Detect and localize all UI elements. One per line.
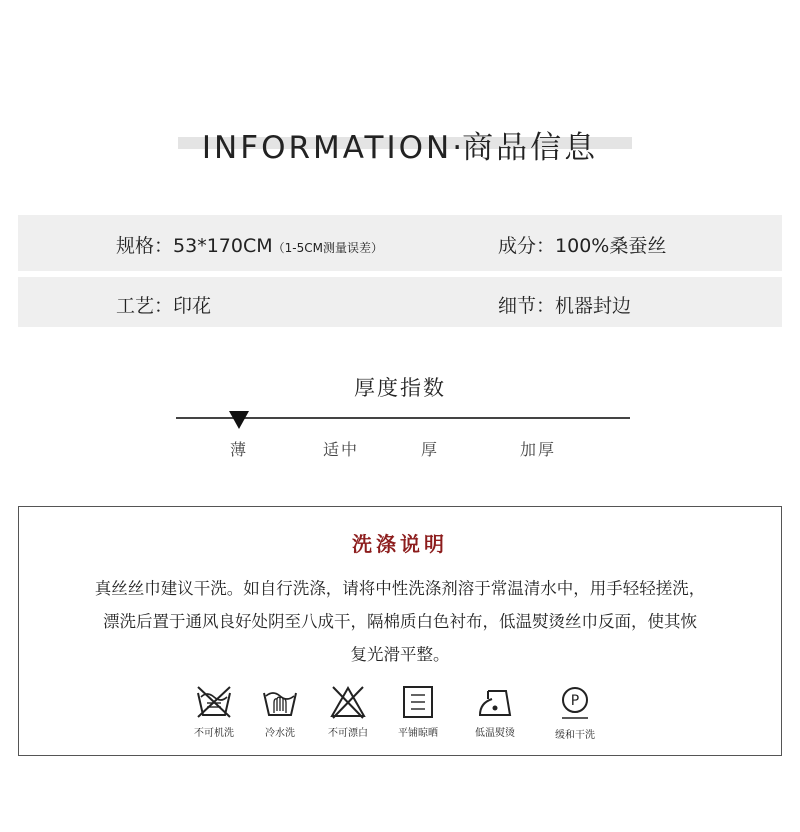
page-title <box>0 122 800 167</box>
care-instructions-box <box>18 506 782 756</box>
spec-detail-value: 机器封边 <box>555 295 632 317</box>
no-bleach-icon <box>329 685 367 719</box>
care-title: 洗涤说明 <box>352 532 448 556</box>
care-item-no-bleach <box>310 685 386 739</box>
dry-flat-icon <box>399 685 437 719</box>
spec-material <box>498 231 666 258</box>
spec-material-label: 成分： <box>498 235 556 257</box>
thickness-level-thick: 厚 <box>421 440 440 459</box>
care-item-no-machine-wash <box>176 685 252 739</box>
care-text-line-1: 真丝丝巾建议干洗。如自行洗涤，请将中性洗涤剂溶于常温清水中，用手轻轻搓洗， <box>94 579 706 598</box>
no-machine-wash-icon <box>195 685 233 719</box>
care-label-no-machine-wash: 不可机洗 <box>194 728 234 739</box>
thickness-level-extra-thick: 加厚 <box>520 440 557 459</box>
spec-size-note: （1-5CM测量误差） <box>272 241 383 255</box>
care-label-gentle-dry-clean: 缓和干洗 <box>555 730 595 741</box>
spec-detail <box>498 291 631 318</box>
spec-detail-label: 细节： <box>498 295 556 317</box>
spec-craft-label: 工艺： <box>116 295 174 317</box>
title-chinese: 商品信息 <box>462 130 599 166</box>
gentle-dry-clean-icon <box>556 685 594 721</box>
care-item-dry-flat <box>380 685 456 739</box>
care-item-cold-wash <box>242 685 318 739</box>
care-text-line-3: 复光滑平整。 <box>350 645 450 664</box>
title-separator: · <box>452 130 463 166</box>
care-text-line-2: 漂洗后置于通风良好处阴至八成干，隔棉质白色衬布，低温熨烫丝巾反面，使其恢 <box>103 612 697 631</box>
care-label-cold-wash: 冷水洗 <box>265 728 295 739</box>
thickness-marker-icon <box>229 411 249 429</box>
spec-size-label: 规格： <box>116 235 174 257</box>
svg-text:P: P <box>570 693 580 709</box>
spec-size-value: 53*170CM <box>173 235 273 257</box>
care-label-dry-flat: 平铺晾晒 <box>398 728 438 739</box>
title-english: INFORMATION <box>201 130 453 166</box>
low-iron-icon <box>474 685 516 719</box>
care-label-no-bleach: 不可漂白 <box>328 728 368 739</box>
cold-wash-icon <box>261 685 299 719</box>
care-label-low-iron: 低温熨烫 <box>475 728 515 739</box>
spec-craft <box>116 291 211 318</box>
care-item-low-iron <box>457 685 533 739</box>
spec-size <box>116 231 383 258</box>
spec-craft-value: 印花 <box>173 295 212 317</box>
care-item-gentle-dry-clean <box>537 685 613 741</box>
thickness-level-medium: 适中 <box>323 440 360 459</box>
thickness-level-thin: 薄 <box>230 440 249 459</box>
spec-row-size-material <box>18 215 782 271</box>
thickness-title: 厚度指数 <box>354 376 446 400</box>
spec-material-value: 100%桑蚕丝 <box>555 235 667 257</box>
spec-row-craft-detail <box>18 277 782 327</box>
